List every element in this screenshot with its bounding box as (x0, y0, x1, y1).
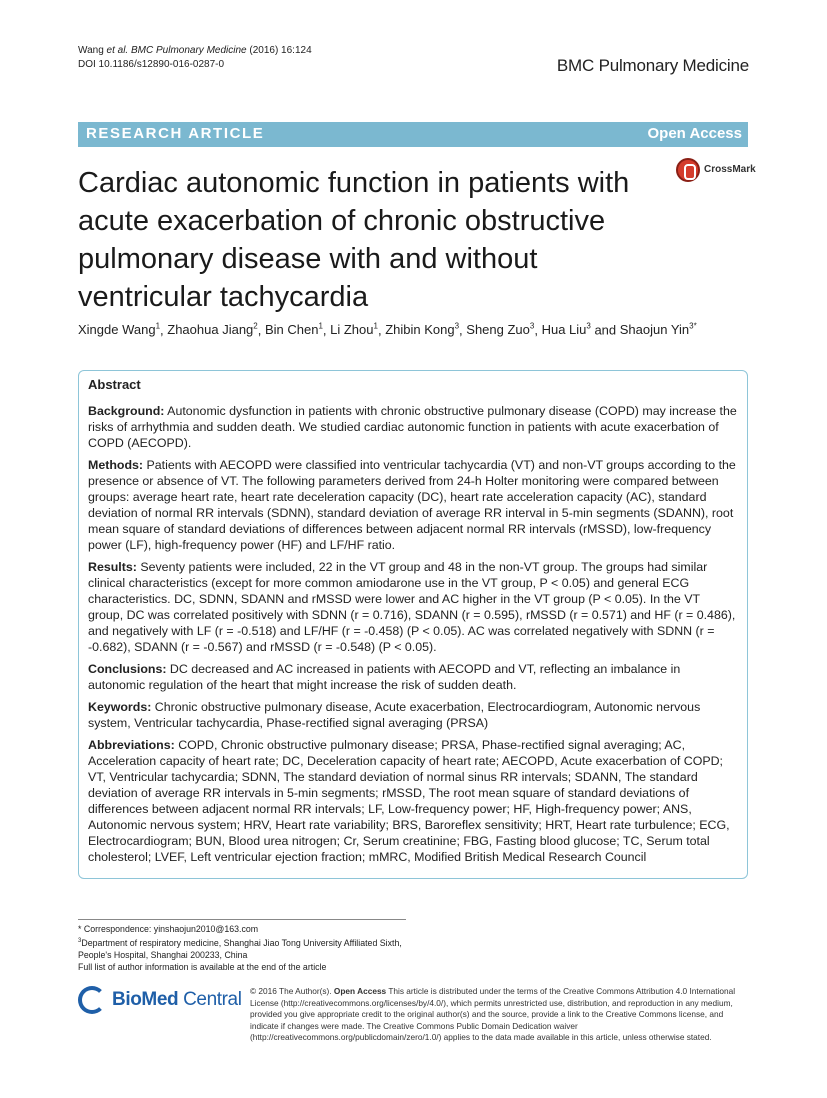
biomed-central-wordmark: BioMed Central (112, 989, 242, 1010)
author[interactable]: Bin Chen$^1$ (264, 322, 323, 338)
journal-name: BMC Pulmonary Medicine (556, 56, 749, 75)
footnote-divider (78, 919, 406, 920)
correspondence[interactable]: * Correspondence: yinshaojun2010@163.com (78, 924, 259, 934)
crossmark-label: CrossMark (704, 164, 756, 175)
biomed-central-icon (78, 986, 106, 1014)
author[interactable]: Zhibin Kong$^3$ (385, 322, 460, 338)
author[interactable]: Hua Liu$^3$ (541, 322, 591, 338)
citation-line: Wang et al. BMC Pulmonary Medicine (2016) 16:124 (78, 45, 312, 56)
abstract-conclusions: Conclusions: DC decreased and AC increased in patients with AECOPD and VT, reflecting an imbalance in autonomic regulation of the heart that might increase the risk of sudden death. (88, 662, 681, 692)
biomed-central-logo[interactable] (78, 984, 248, 1020)
author[interactable]: Shaojun Yin$^{3*}$ (619, 322, 697, 338)
author[interactable]: Sheng Zuo$^3$ (466, 322, 535, 338)
citation-header (78, 44, 312, 72)
doi[interactable]: DOI 10.1186/s12890-016-0287-0 (78, 59, 225, 70)
license-text: © 2016 The Author(s). Open Access This article is distributed under the terms of the Creative Commons Attribution 4.0 International License (http://creativecommons.org/licenses/by/4.0/), which permits unrestricted use, distribution, and reproduction in any medium, provided you give appropriate credit to the original author(s) and the source, provide a link to the Creative Commons license, and indicate if changes were made. The Creative Commons Public Domain Dedication waiver (http://creativecommons.org/publicdomain/zero/1.0/) applies to the data made available in this article, unless otherwise stated. (250, 986, 736, 1043)
footnotes (78, 923, 418, 973)
abstract-box (78, 370, 748, 879)
abstract-abbreviations: Abbreviations: COPD, Chronic obstructive pulmonary disease; PRSA, Phase-rectified signal averaging; AC, Acceleration capacity of heart rate; DC, Deceleration capacity of heart rate; AECOPD, Acute exacerbation of COPD; VT, Ventricular tachycardia; SDNN, The standard deviation of normal sinus RR intervals; SDANN, The standard deviation of average RR intervals in 5-min segments; rMSSD, The root mean square of standard deviations of differences between adjacent normal RR intervals; LF, Low-frequency power; HF, High-frequency power; ANS, Autonomic nervous system; HRV, Heart rate variability; BRS, Baroreflex sensitivity; HRT, Heart rate turbulence; ECG, Electrocardiogram; BUN, Blood urea nitrogen; Cr, Serum creatinine; FBG, Fasting blood glucose; TC, Serum total cholesterol; LVEF, Left ventricular ejection fraction; mMRC, Modified British Medical Research Council (88, 738, 730, 864)
abstract-heading: Abstract (88, 377, 141, 392)
article-title: Cardiac autonomic function in patients with acute exacerbation of chronic obstructive pulmonary disease with and without ventricular tachycardia (78, 167, 630, 313)
author[interactable]: Li Zhou$^1$ (330, 322, 378, 338)
open-access-label[interactable]: Open Access (647, 125, 742, 142)
abstract-results: Results: Seventy patients were included, 22 in the VT group and 48 in the non-VT group. The groups had similar clinical characteristics (except for more common amiodarone use in the VT group, P < 0.05) and general ECG characteristics. DC, SDNN, SDANN and rMSSD were lower and AC higher in the VT group (P < 0.05). In the VT group, DC was correlated positively with SDNN (r = 0.716), SDANN (r = 0.595), rMSSD (r = 0.571) and HF (r = 0.486), and negatively with LF (r = -0.518) and LF/HF (r = -0.458) (P < 0.05). AC was correlated negatively with SDNN (r = -0.682), SDANN (r = -0.567) and rMSSD (r = -0.548) (P < 0.05). (88, 560, 736, 654)
article-type-banner (78, 122, 748, 147)
abstract-methods: Methods: Patients with AECOPD were classified into ventricular tachycardia (VT) and non-VT groups according to the presence or absence of VT. The following parameters derived from 24-h Holter monitoring were compared between groups: average heart rate, heart rate deceleration capacity (DC), heart rate acceleration capacity (AC), standard deviation of normal RR intervals (SDNN), standard deviation of average RR interval in 5-min segments (SDANN), root mean square of standard deviations of differences between adjacent normal RR intervals (rMSSD), low-frequency power (LF), high-frequency power (HF) and LF/HF ratio. (88, 458, 736, 552)
author[interactable]: Zhaohua Jiang$^2$ (167, 322, 258, 338)
crossmark-icon (676, 158, 700, 182)
abstract-keywords: Keywords: Chronic obstructive pulmonary disease, Acute exacerbation, Electrocardiogram, Autonomic nervous system, Ventricular tachycardia, Phase-rectified signal averaging (PRSA) (88, 700, 701, 730)
author-list: Xingde Wang$^1$, Zhaohua Jiang$^2$, Bin Chen$^1$, Li Zhou$^1$, Zhibin Kong$^3$, Sheng Zuo$^3$, Hua Liu$^3$ and Shaojun Yin$^{3*}$ (78, 322, 697, 338)
crossmark-badge[interactable] (676, 158, 756, 186)
affiliation: $^3$Department of respiratory medicine, Shanghai Jiao Tong University Affiliated Sixth, People's Hospital, Shanghai 200233, China (78, 937, 402, 960)
author[interactable]: Xingde Wang$^1$ (78, 322, 161, 338)
article-type: RESEARCH ARTICLE (86, 125, 265, 142)
author-info-note: Full list of author information is available at the end of the article (78, 961, 327, 972)
abstract-background: Background: Autonomic dysfunction in patients with chronic obstructive pulmonary disease (COPD) may increase the risks of arrhythmia and sudden death. We studied cardiac autonomic function in patients with acute exacerbation of COPD (AECOPD). (88, 404, 737, 450)
